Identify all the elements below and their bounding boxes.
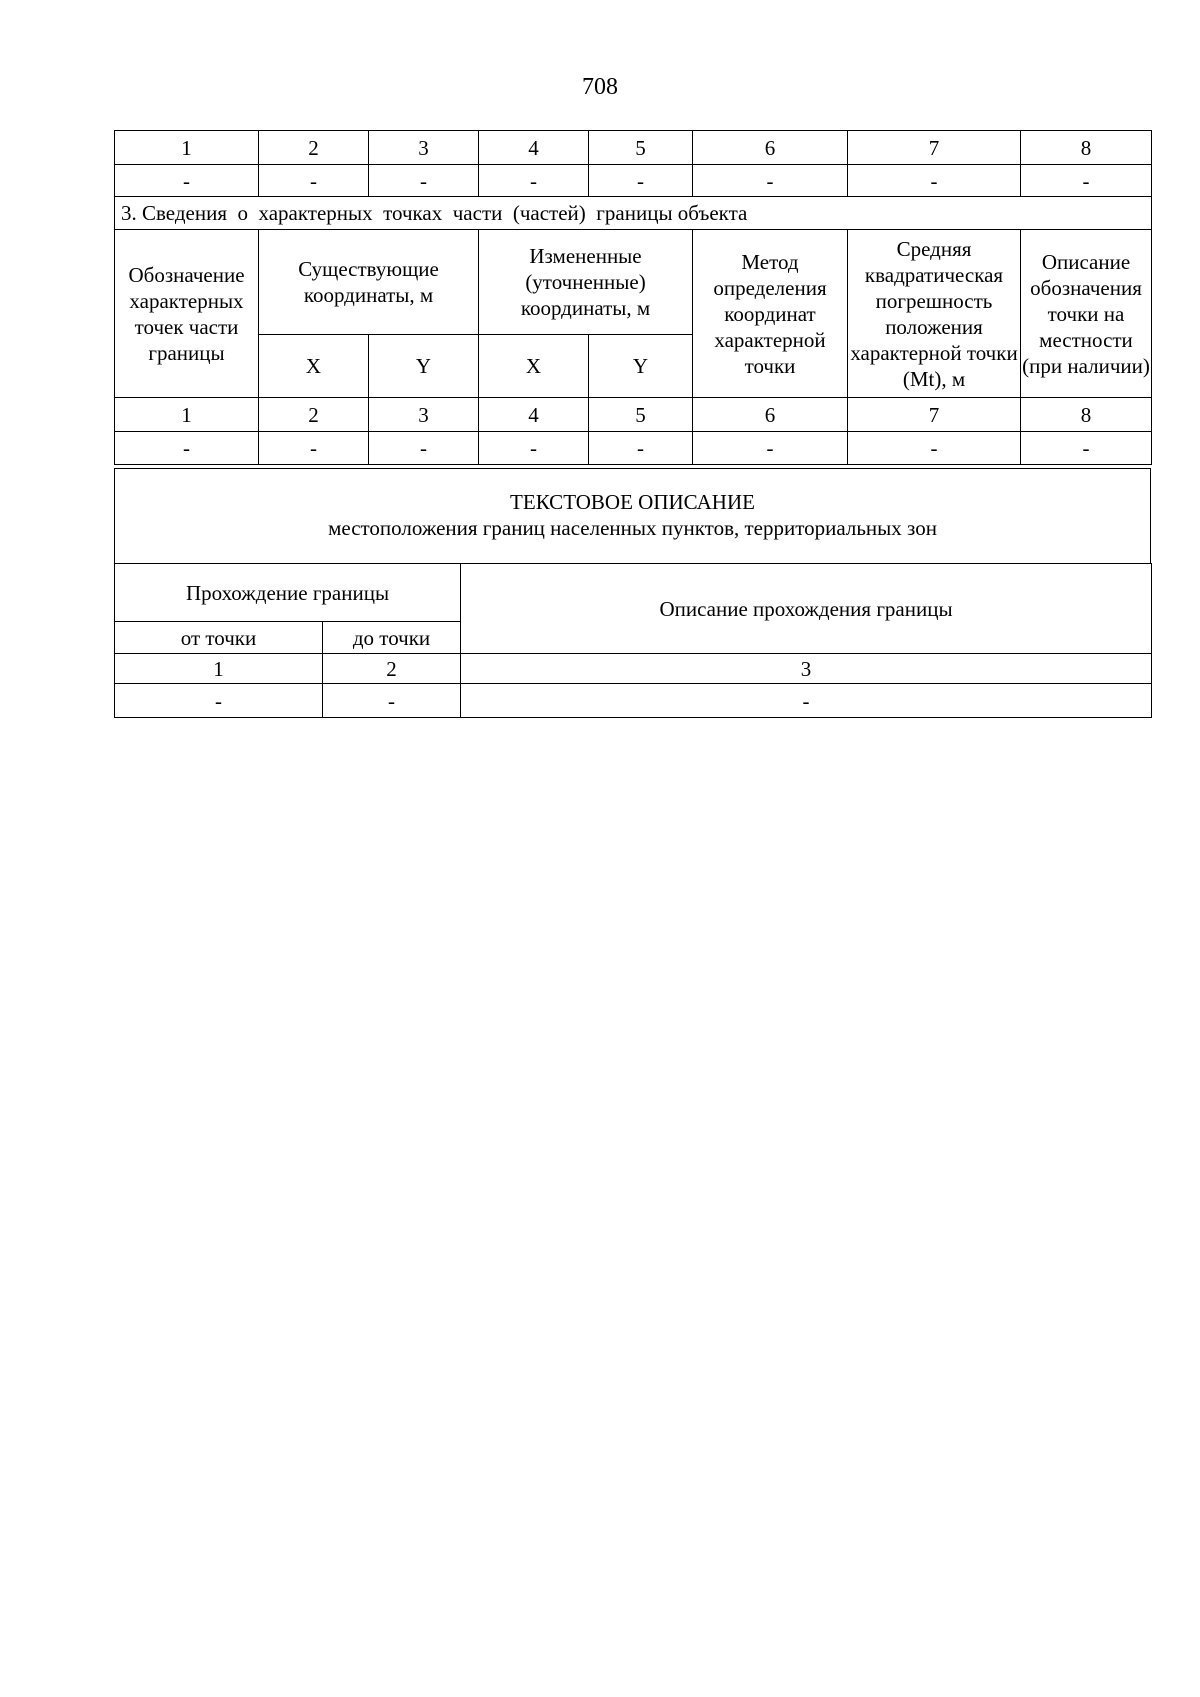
col-number: 4 — [479, 398, 589, 432]
dash-cell: - — [1021, 432, 1152, 465]
dash-cell: - — [848, 165, 1021, 197]
dash-cell: - — [1021, 165, 1152, 197]
header-x-existing: X — [259, 335, 369, 398]
table-row — [115, 684, 1152, 718]
col-number: 3 — [369, 131, 479, 165]
table-row — [115, 165, 1152, 197]
header-changed-coordinates: Измененные (уточненные) координаты, м — [479, 230, 693, 335]
dash-cell: - — [693, 165, 848, 197]
header-existing-coordinates: Существующие координаты, м — [259, 230, 479, 335]
header-y-existing: Y — [369, 335, 479, 398]
header-from-point: от точки — [115, 622, 323, 654]
dash-cell: - — [259, 165, 369, 197]
col-number: 1 — [115, 398, 259, 432]
text-description-title: ТЕКСТОВОЕ ОПИСАНИЕ — [510, 490, 755, 514]
header-y-changed: Y — [589, 335, 693, 398]
section-title-row — [115, 197, 1152, 230]
text-description-block — [114, 468, 1151, 564]
dash-cell: - — [848, 432, 1021, 465]
dash-cell: - — [115, 684, 323, 718]
dash-cell: - — [479, 165, 589, 197]
col-number: 6 — [693, 398, 848, 432]
dash-cell: - — [115, 432, 259, 465]
text-description-subtitle: местоположения границ населенных пунктов, территориальных зон — [328, 516, 937, 540]
col-number: 1 — [115, 654, 323, 684]
col-number: 2 — [259, 131, 369, 165]
dash-cell: - — [115, 165, 259, 197]
header-passage-description: Описание прохождения границы — [461, 564, 1152, 654]
section-title: 3. Сведения о характерных точках части (частей) границы объекта — [115, 197, 1152, 230]
dash-cell: - — [259, 432, 369, 465]
dash-cell: - — [369, 165, 479, 197]
header-boundary-passage: Прохождение границы — [115, 564, 461, 622]
col-number: 6 — [693, 131, 848, 165]
dash-cell: - — [589, 165, 693, 197]
dash-cell: - — [589, 432, 693, 465]
col-number: 8 — [1021, 131, 1152, 165]
col-number: 5 — [589, 131, 693, 165]
header-x-changed: X — [479, 335, 589, 398]
col-number: 2 — [323, 654, 461, 684]
dash-cell: - — [323, 684, 461, 718]
header-mean-square-error: Средняя квадратическая погрешность положения характерной точки (Mt), м — [848, 230, 1021, 398]
col-number: 2 — [259, 398, 369, 432]
header-method: Метод определения координат характерной точки — [693, 230, 848, 398]
header-point-description: Описание обозначения точки на местности (при наличии) — [1021, 230, 1152, 398]
dash-cell: - — [693, 432, 848, 465]
header-to-point: до точки — [323, 622, 461, 654]
col-number: 8 — [1021, 398, 1152, 432]
dash-cell: - — [479, 432, 589, 465]
col-number: 7 — [848, 398, 1021, 432]
characteristic-points-table — [114, 130, 1152, 465]
column-number-row — [115, 398, 1152, 432]
boundary-passage-table — [114, 563, 1152, 718]
column-number-row — [115, 131, 1152, 165]
column-number-row — [115, 654, 1152, 684]
text-description-cell — [115, 469, 1151, 564]
table-row — [115, 432, 1152, 465]
col-number: 4 — [479, 131, 589, 165]
page-number: 708 — [582, 74, 618, 100]
col-number: 3 — [461, 654, 1152, 684]
col-number: 3 — [369, 398, 479, 432]
header-point-designation: Обозначение характерных точек части границы — [115, 230, 259, 398]
dash-cell: - — [369, 432, 479, 465]
dash-cell: - — [461, 684, 1152, 718]
col-number: 1 — [115, 131, 259, 165]
col-number: 7 — [848, 131, 1021, 165]
col-number: 5 — [589, 398, 693, 432]
